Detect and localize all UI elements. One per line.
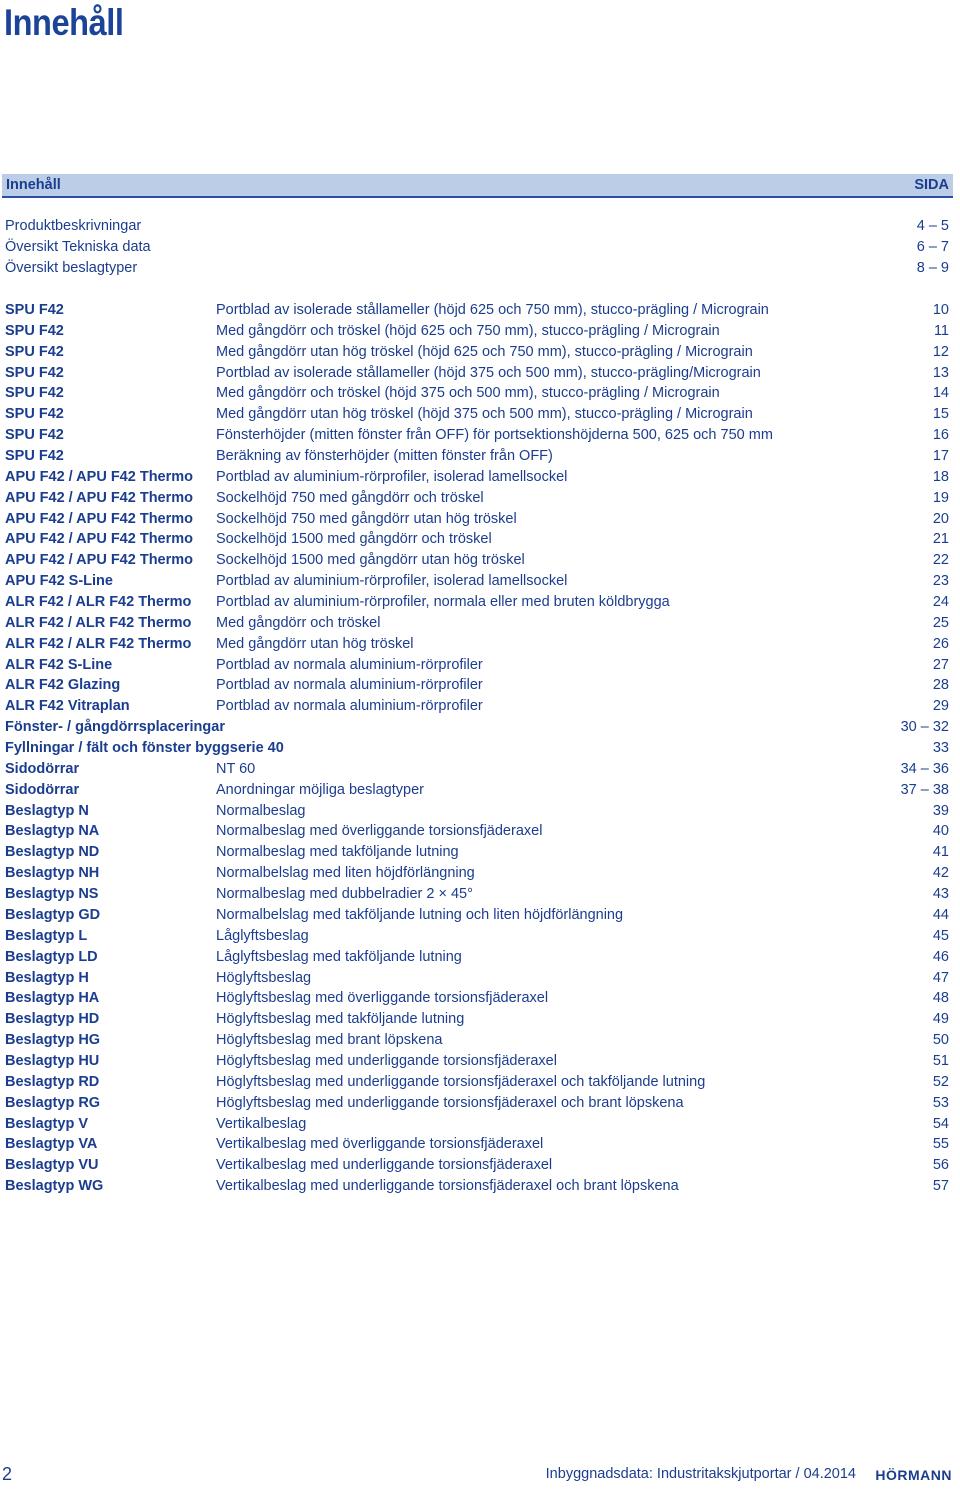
toc-page: 50 (932, 1032, 949, 1049)
toc-model: Beslagtyp RG (5, 1094, 101, 1111)
toc-page: 30 – 32 (900, 719, 949, 736)
toc-row[interactable] (0, 737, 960, 758)
toc-model: SPU F42 (5, 448, 64, 465)
toc-page: 42 (932, 865, 949, 882)
toc-header-bar (2, 174, 953, 198)
toc-row[interactable] (0, 466, 960, 487)
toc-row[interactable] (0, 362, 960, 383)
toc-description: Höglyftsbeslag med underliggande torsionsfjäderaxel och takföljande lutning (216, 1073, 706, 1090)
toc-model: SPU F42 (5, 427, 64, 444)
toc-description: Vertikalbeslag med underliggande torsionsfjäderaxel och brant löpskena (216, 1178, 679, 1195)
toc-page: 29 (932, 698, 949, 715)
page-title: Innehåll (4, 2, 124, 43)
toc-page: 41 (932, 844, 949, 861)
toc-row[interactable] (0, 549, 960, 570)
toc-model: Sidodörrar (5, 781, 80, 798)
toc-page: 37 – 38 (900, 781, 949, 798)
toc-row[interactable] (0, 987, 960, 1008)
toc-row[interactable] (0, 341, 960, 362)
page-footer (0, 1464, 960, 1488)
toc-row[interactable] (0, 946, 960, 967)
intro-pages: 6 – 7 (916, 238, 949, 255)
toc-page: 48 (932, 990, 949, 1007)
toc-page: 16 (932, 427, 949, 444)
toc-row[interactable] (0, 1050, 960, 1071)
toc-model: Beslagtyp VA (5, 1136, 98, 1153)
intro-label: Produktbeskrivningar (5, 218, 142, 234)
toc-description: NT 60 (216, 760, 256, 777)
toc-row[interactable] (0, 967, 960, 988)
toc-model: APU F42 S-Line (5, 573, 113, 590)
toc-page: 24 (932, 594, 949, 611)
toc-description: Höglyftsbeslag med underliggande torsionsfjäderaxel och brant löpskena (216, 1094, 684, 1111)
toc-model: Beslagtyp NS (5, 886, 99, 903)
toc-page: 25 (932, 614, 949, 631)
toc-description: Portblad av aluminium-rörprofiler, isolerad lamellsockel (216, 468, 568, 485)
toc-description: Höglyftsbeslag (216, 969, 312, 986)
toc-page: 53 (932, 1094, 949, 1111)
toc-page: 13 (932, 364, 949, 381)
toc-model: Beslagtyp LD (5, 948, 98, 965)
toc-page: 34 – 36 (900, 760, 949, 777)
intro-row[interactable] (0, 236, 960, 257)
toc-description: Portblad av normala aluminium-rörprofiler (216, 677, 483, 694)
toc-description: Portblad av normala aluminium-rörprofiler (216, 656, 483, 673)
toc-row[interactable] (0, 424, 960, 445)
toc-model: Beslagtyp NH (5, 865, 100, 882)
toc-page: 26 (932, 635, 949, 652)
toc-page: 19 (932, 489, 949, 506)
toc-model: ALR F42 S-Line (5, 656, 113, 673)
toc-description: Normalbelslag med liten höjdförlängning (216, 865, 475, 882)
toc-row[interactable] (0, 695, 960, 716)
toc-page: 51 (932, 1052, 949, 1069)
toc-page: 52 (932, 1073, 949, 1090)
toc-model: ALR F42 Vitraplan (5, 698, 130, 715)
toc-row[interactable] (0, 925, 960, 946)
toc-page: 44 (932, 906, 949, 923)
toc-page: 45 (932, 927, 949, 944)
toc-description: Vertikalbeslag med överliggande torsionsfjäderaxel (216, 1136, 544, 1153)
toc-description: Anordningar möjliga beslagtyper (216, 781, 424, 798)
intro-row[interactable] (0, 257, 960, 278)
toc-model: APU F42 / APU F42 Thermo (5, 552, 194, 569)
toc-description: Vertikalbeslag med underliggande torsionsfjäderaxel (216, 1157, 553, 1174)
toc-model: ALR F42 / ALR F42 Thermo (5, 614, 192, 631)
toc-description: Sockelhöjd 750 med gångdörr utan hög tröskel (216, 510, 517, 527)
toc-model: Beslagtyp L (5, 927, 88, 944)
toc-description: Höglyftsbeslag med takföljande lutning (216, 1011, 465, 1028)
toc-model: SPU F42 (5, 406, 64, 423)
intro-pages: 4 – 5 (916, 218, 949, 234)
toc-page: 40 (932, 823, 949, 840)
toc-row[interactable] (0, 1133, 960, 1154)
toc-model: APU F42 / APU F42 Thermo (5, 531, 194, 548)
toc-header-label: Innehåll (6, 177, 61, 193)
intro-pages: 8 – 9 (916, 259, 949, 276)
footer-publication: Inbyggnadsdata: Industritakskjutportar / 04.2014 (545, 1466, 856, 1482)
toc-page: 28 (932, 677, 949, 694)
toc-description: Låglyftsbeslag med takföljande lutning (216, 948, 462, 965)
toc-description: Höglyftsbeslag med överliggande torsionsfjäderaxel (216, 990, 549, 1007)
toc-description: Med gångdörr utan hög tröskel (216, 635, 414, 652)
toc-model: Beslagtyp NA (5, 823, 100, 840)
toc-description: Beräkning av fönsterhöjder (mitten fönster från OFF) (216, 448, 553, 465)
toc-page: 55 (932, 1136, 949, 1153)
toc-page: 43 (932, 886, 949, 903)
toc-description: Sockelhöjd 1500 med gångdörr utan hög tröskel (216, 552, 525, 569)
toc-page: 39 (932, 802, 949, 819)
toc-row[interactable] (0, 1175, 960, 1196)
toc-row[interactable] (0, 800, 960, 821)
toc-header-page-label: SIDA (914, 177, 949, 193)
toc-model: Fönster- / gångdörrsplaceringar (5, 719, 225, 736)
toc-row[interactable] (0, 487, 960, 508)
toc-description: Normalbeslag med överliggande torsionsfjäderaxel (216, 823, 543, 840)
toc-row[interactable] (0, 779, 960, 800)
toc-description: Portblad av normala aluminium-rörprofiler (216, 698, 483, 715)
toc-page: 46 (932, 948, 949, 965)
toc-description: Höglyftsbeslag med underliggande torsionsfjäderaxel (216, 1052, 557, 1069)
toc-description: Höglyftsbeslag med brant löpskena (216, 1032, 443, 1049)
toc-model: SPU F42 (5, 322, 64, 339)
toc-description: Portblad av isolerade stållameller (höjd 375 och 500 mm), stucco-prägling/Micrograin (216, 364, 761, 381)
toc-description: Med gångdörr och tröskel (höjd 625 och 750 mm), stucco-prägling / Micrograin (216, 322, 720, 339)
toc-page: 14 (932, 385, 949, 402)
toc-page: 57 (932, 1178, 949, 1195)
toc-model: APU F42 / APU F42 Thermo (5, 468, 194, 485)
toc-row[interactable] (0, 654, 960, 675)
footer-page-number: 2 (2, 1464, 13, 1484)
toc-page: 54 (932, 1115, 949, 1132)
toc-model: SPU F42 (5, 385, 64, 402)
toc-model: ALR F42 / ALR F42 Thermo (5, 635, 192, 652)
toc-model: APU F42 / APU F42 Thermo (5, 489, 194, 506)
toc-page: 21 (932, 531, 949, 548)
toc-model: Beslagtyp HU (5, 1052, 100, 1069)
toc-row[interactable] (0, 591, 960, 612)
toc-description: Med gångdörr och tröskel (höjd 375 och 500 mm), stucco-prägling / Micrograin (216, 385, 720, 402)
toc-row[interactable] (0, 1113, 960, 1134)
toc-model: Fyllningar / fält och fönster byggserie 40 (5, 740, 284, 757)
toc-description: Med gångdörr och tröskel (216, 614, 381, 631)
toc-model: Beslagtyp HG (5, 1032, 101, 1049)
toc-row[interactable] (0, 758, 960, 779)
toc-model: Beslagtyp HD (5, 1011, 100, 1028)
toc-description: Med gångdörr utan hög tröskel (höjd 375 och 500 mm), stucco-prägling / Micrograin (216, 406, 753, 423)
toc-page: 12 (932, 343, 949, 360)
toc-page: 23 (932, 573, 949, 590)
toc-model: Beslagtyp ND (5, 844, 100, 861)
toc-model: SPU F42 (5, 364, 64, 381)
toc-description: Normalbeslag med dubbelradier 2 × 45° (216, 886, 473, 903)
toc-row[interactable] (0, 445, 960, 466)
toc-page: 33 (932, 740, 949, 757)
toc-model: Beslagtyp V (5, 1115, 88, 1132)
toc-description: Portblad av aluminium-rörprofiler, normala eller med bruten köldbrygga (216, 594, 670, 611)
toc-row[interactable] (0, 382, 960, 403)
toc-description: Med gångdörr utan hög tröskel (höjd 625 och 750 mm), stucco-prägling / Micrograin (216, 343, 753, 360)
toc-page: 17 (932, 448, 949, 465)
toc-description: Vertikalbeslag (216, 1115, 307, 1132)
intro-row[interactable] (0, 215, 960, 236)
toc-row[interactable] (0, 403, 960, 424)
toc-row[interactable] (0, 841, 960, 862)
hormann-logo: HÖRMANN (875, 1467, 952, 1483)
toc-model: SPU F42 (5, 302, 64, 318)
toc-row[interactable] (0, 1092, 960, 1113)
toc-row[interactable] (0, 633, 960, 654)
toc-model: Beslagtyp WG (5, 1178, 104, 1195)
toc-row[interactable] (0, 1154, 960, 1175)
toc-row[interactable] (0, 570, 960, 591)
toc-row[interactable] (0, 1071, 960, 1092)
toc-row[interactable] (0, 528, 960, 549)
toc-model: Beslagtyp RD (5, 1073, 100, 1090)
toc-description: Normalbelslag med takföljande lutning och liten höjdförlängning (216, 906, 624, 923)
toc-model: ALR F42 / ALR F42 Thermo (5, 594, 192, 611)
toc-page: 49 (932, 1011, 949, 1028)
toc-list (0, 299, 960, 1196)
toc-description: Portblad av isolerade stållameller (höjd 625 och 750 mm), stucco-prägling / Micrograin (216, 302, 769, 318)
toc-row[interactable] (0, 1008, 960, 1029)
toc-page: 22 (932, 552, 949, 569)
toc-row[interactable] (0, 674, 960, 695)
toc-row[interactable] (0, 883, 960, 904)
toc-row[interactable] (0, 612, 960, 633)
toc-page: 56 (932, 1157, 949, 1174)
toc-description: Fönsterhöjder (mitten fönster från OFF) för portsektionshöjderna 500, 625 och 750 mm (216, 427, 773, 444)
toc-page: 11 (933, 322, 949, 339)
toc-page: 15 (932, 406, 949, 423)
toc-model: Sidodörrar (5, 760, 80, 777)
toc-page: 27 (932, 656, 949, 673)
toc-model: ALR F42 Glazing (5, 677, 121, 694)
toc-page: 47 (932, 969, 949, 986)
toc-page: 18 (932, 468, 949, 485)
toc-description: Sockelhöjd 1500 med gångdörr och tröskel (216, 531, 492, 548)
toc-page: 20 (932, 510, 949, 527)
toc-row[interactable] (0, 320, 960, 341)
toc-row[interactable] (0, 508, 960, 529)
toc-description: Låglyftsbeslag (216, 927, 309, 944)
toc-description: Normalbeslag (216, 802, 306, 819)
toc-model: SPU F42 (5, 343, 64, 360)
toc-page: 10 (932, 302, 949, 318)
toc-model: Beslagtyp N (5, 802, 89, 819)
intro-label: Översikt beslagtyper (5, 259, 138, 276)
toc-model: Beslagtyp GD (5, 906, 101, 923)
toc-model: Beslagtyp VU (5, 1157, 99, 1174)
toc-row[interactable] (0, 299, 960, 320)
toc-row[interactable] (0, 904, 960, 925)
toc-model: APU F42 / APU F42 Thermo (5, 510, 194, 527)
toc-model: Beslagtyp H (5, 969, 89, 986)
toc-row[interactable] (0, 820, 960, 841)
toc-row[interactable] (0, 1029, 960, 1050)
toc-description: Normalbeslag med takföljande lutning (216, 844, 459, 861)
toc-description: Portblad av aluminium-rörprofiler, isolerad lamellsockel (216, 573, 568, 590)
toc-model: Beslagtyp HA (5, 990, 100, 1007)
toc-row[interactable] (0, 716, 960, 737)
toc-row[interactable] (0, 862, 960, 883)
toc-description: Sockelhöjd 750 med gångdörr och tröskel (216, 489, 484, 506)
intro-label: Översikt Tekniska data (5, 238, 151, 255)
intro-list (0, 215, 960, 278)
